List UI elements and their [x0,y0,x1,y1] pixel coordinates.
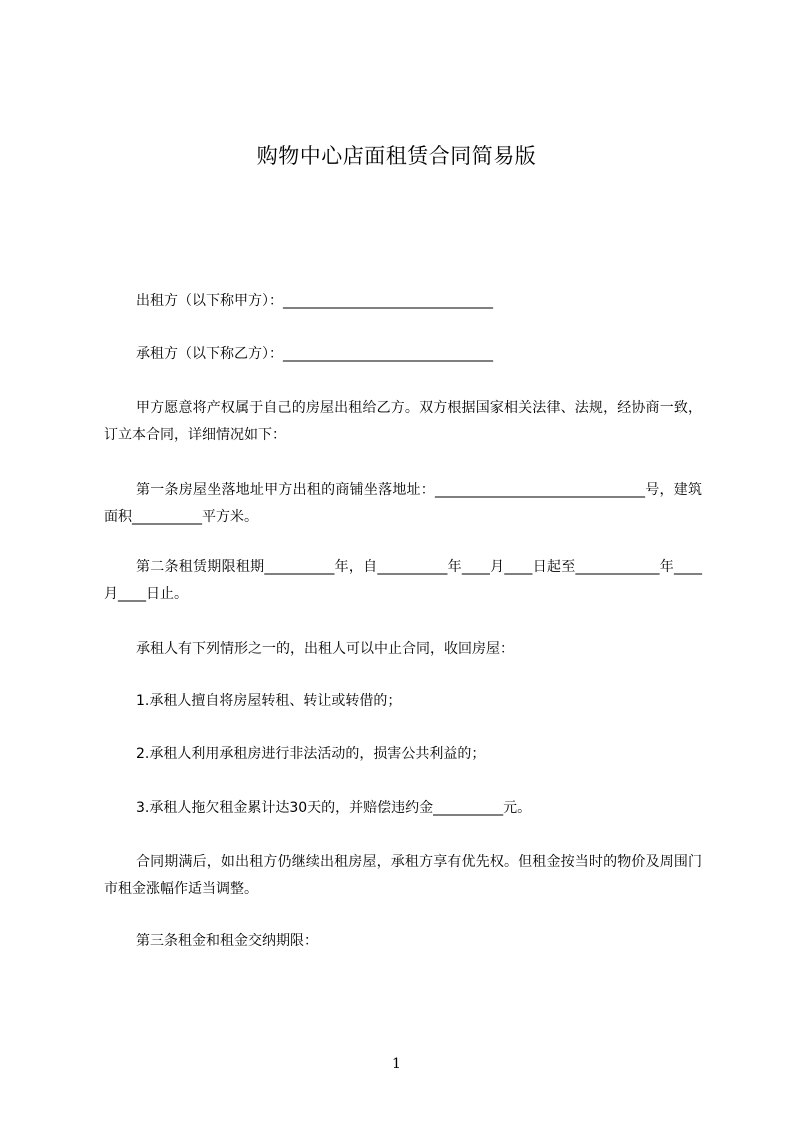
lessor-line: 出租方（以下称甲方）：______________________________ [136,293,493,309]
termination-item-1: 1.承租人擅自将房屋转租、转让或转借的； [136,693,402,709]
article-3-heading: 第三条租金和租金交纳期限： [136,933,318,949]
article-1-paragraph: 第一条房屋坐落地址甲方出租的商铺坐落地址：______________________________号，建筑面积__________平方米。 [104,482,702,525]
termination-intro: 承租人有下列情形之一的，出租人可以中止合同，收回房屋： [136,641,514,657]
lessee-line: 承租方（以下称乙方）：______________________________ [136,346,493,362]
document-title: 购物中心店面租赁合同简易版 [256,144,537,168]
termination-item-3: 3.承租人拖欠租金累计达30天的，并赔偿违约金__________元。 [136,800,532,816]
intro-paragraph: 甲方愿意将产权属于自己的房屋出租给乙方。双方根据国家相关法律、法规，经协商一致，订立本合同，详细情况如下： [104,400,702,443]
article-2-paragraph: 第二条租赁期限租期__________年，自__________年____月____日起至____________年____月____日止。 [104,559,702,602]
termination-item-2: 2.承租人利用承租房进行非法活动的，损害公共利益的； [136,746,486,762]
page-number: 1 [392,1056,401,1072]
renewal-paragraph: 合同期满后，如出租方仍继续出租房屋，承租方享有优先权。但租金按当时的物价及周围门市租金涨幅作适当调整。 [104,854,702,897]
